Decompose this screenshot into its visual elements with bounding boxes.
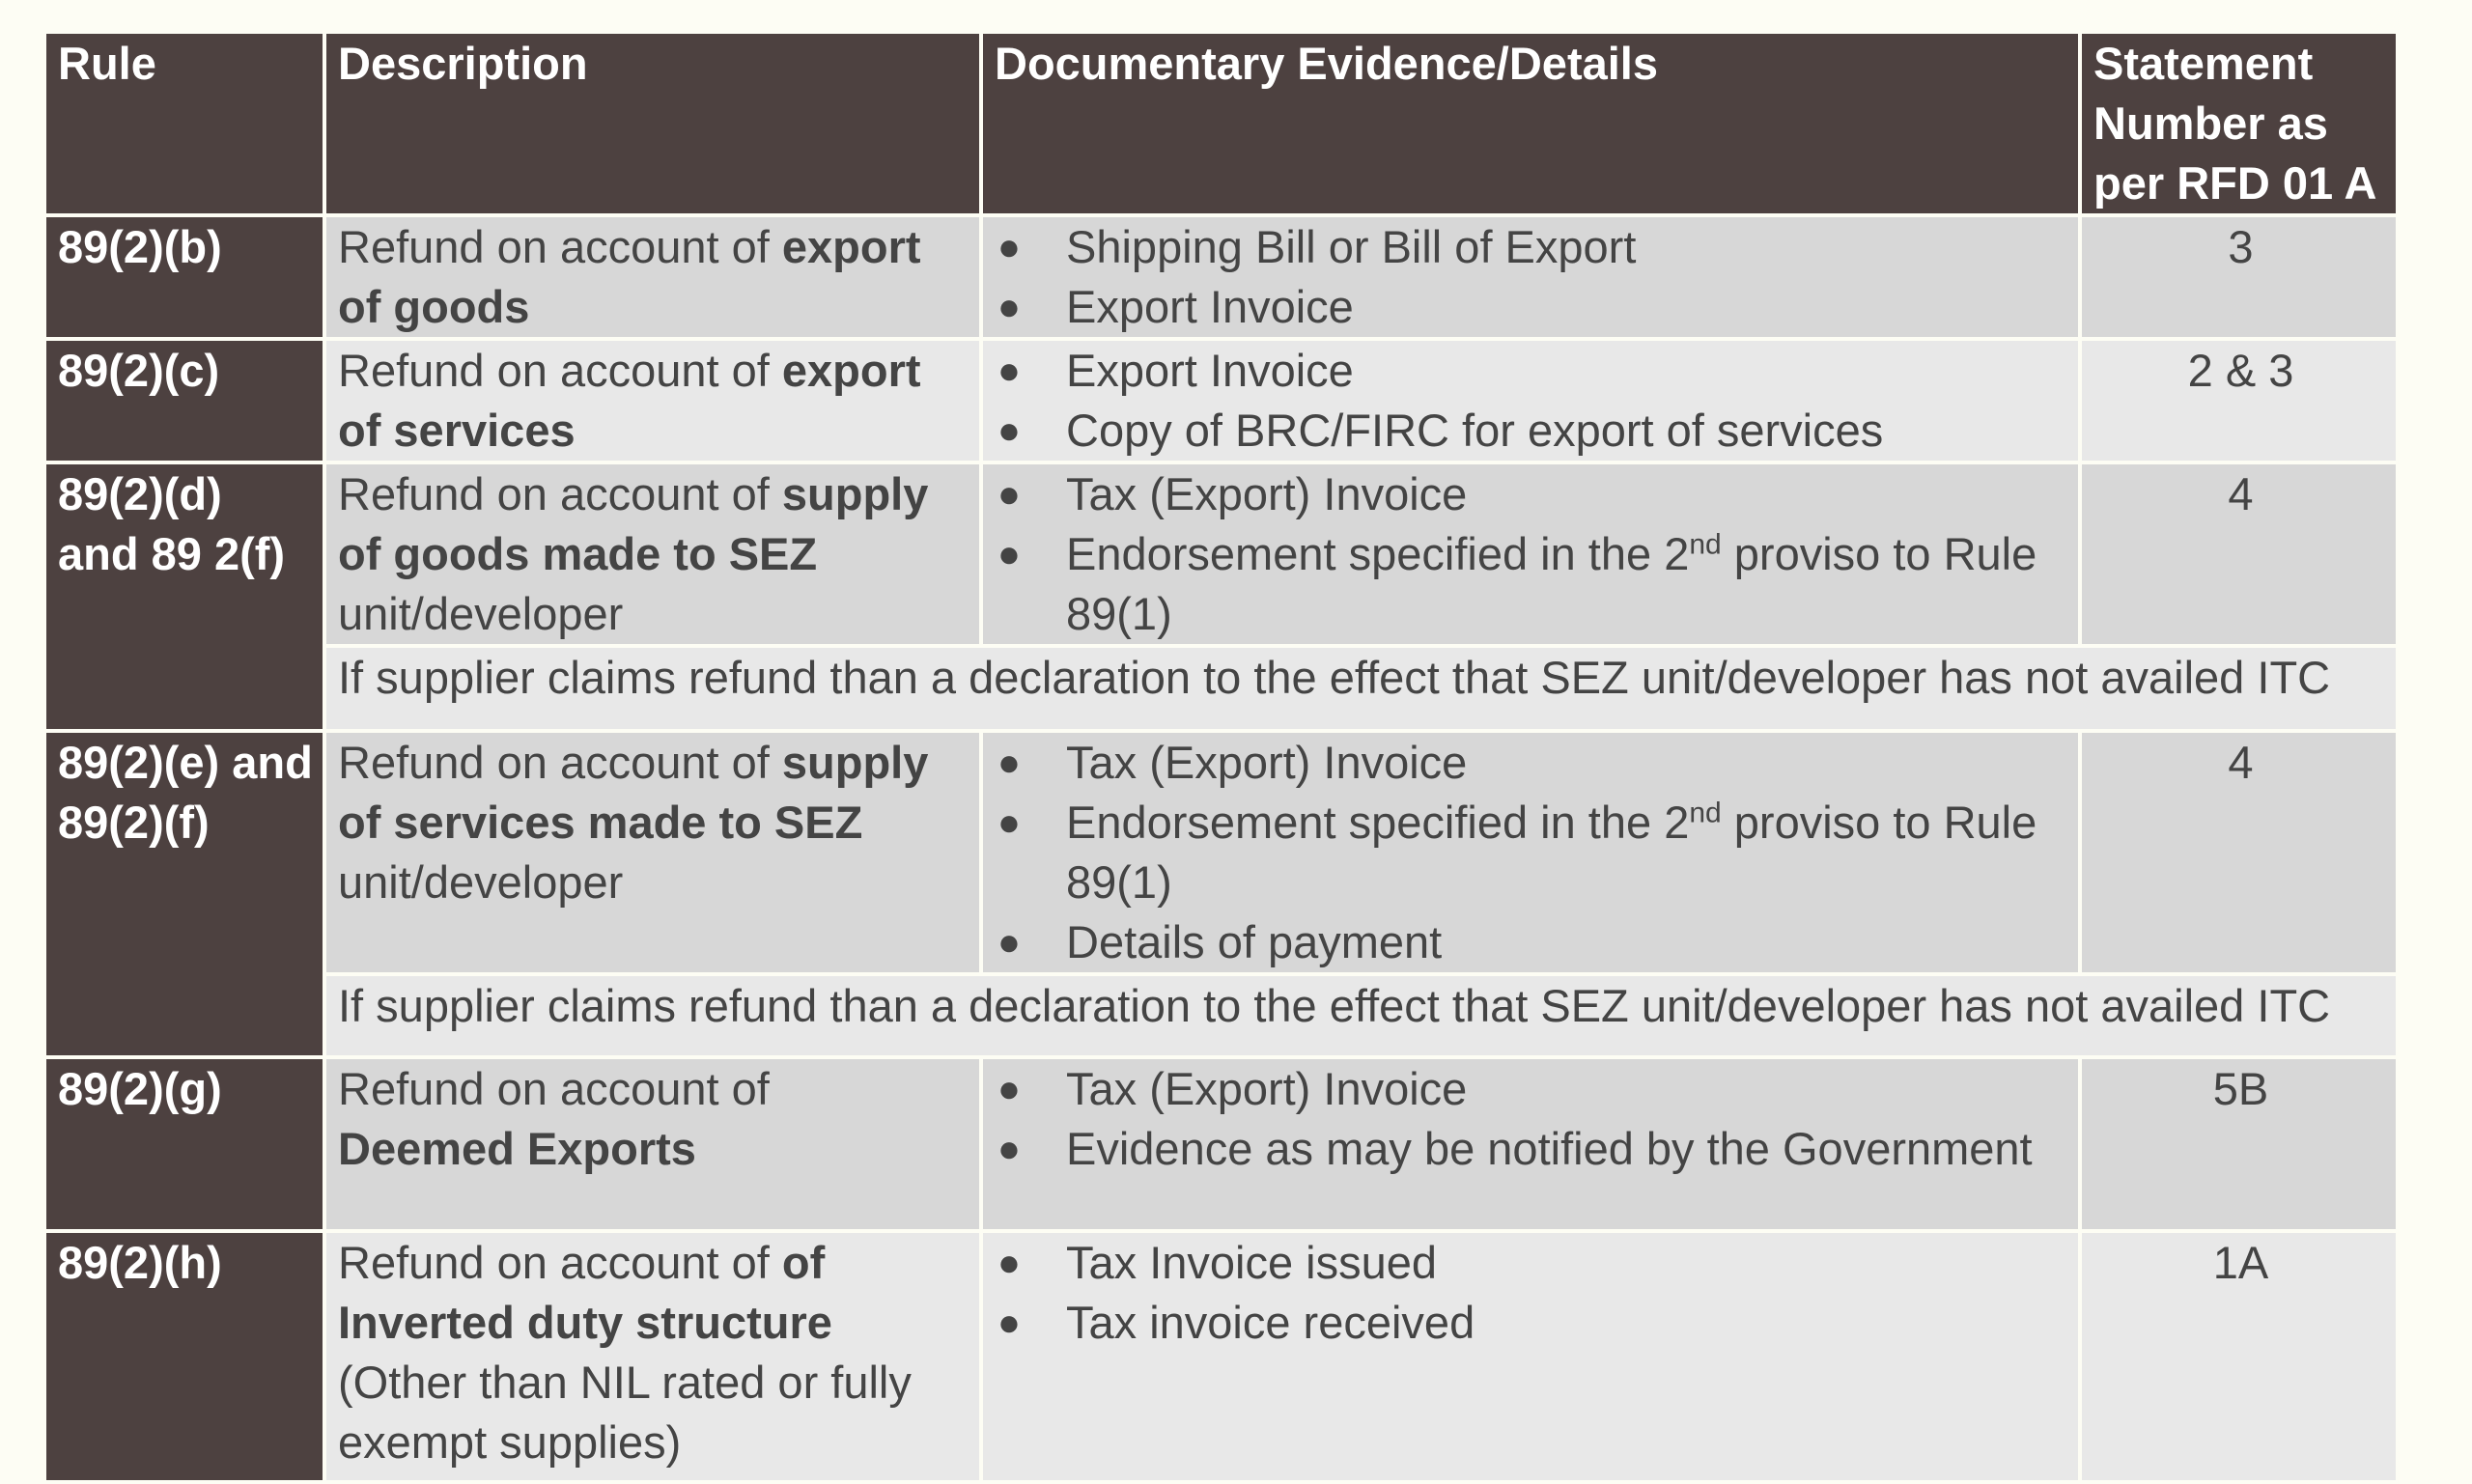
description-text: Refund on account of — [338, 1063, 770, 1114]
header-row — [44, 32, 2398, 215]
bullet-icon: ● — [997, 533, 1022, 575]
bullet-icon: ● — [997, 409, 1022, 452]
evidence-item: ● Shipping Bill or Bill of Export — [995, 217, 2070, 277]
evidence-list — [995, 217, 2070, 337]
bullet-icon: ● — [997, 801, 1022, 844]
table-row — [44, 1057, 2398, 1231]
description-cell — [324, 339, 981, 462]
statement-number-cell: 4 — [2080, 731, 2398, 974]
description-emphasis: supply of services made to SEZ — [338, 737, 929, 848]
rule-cell: 89(2)(c) — [44, 339, 324, 462]
bullet-icon: ● — [997, 473, 1022, 516]
evidence-cell — [981, 1057, 2080, 1231]
sez-declaration-note: If supplier claims refund than a declaration to the effect that SEZ unit/developer has not availed ITC — [324, 646, 2398, 731]
table-row — [44, 1231, 2398, 1482]
evidence-item: ● Export Invoice — [995, 277, 2070, 337]
table-row — [44, 731, 2398, 974]
evidence-list — [995, 341, 2070, 461]
header-statement-number: Statement Number as per RFD 01 A — [2080, 32, 2398, 215]
evidence-list — [995, 1233, 2070, 1353]
bullet-icon: ● — [997, 226, 1022, 268]
table-row — [44, 339, 2398, 462]
evidence-item: ● Copy of BRC/FIRC for export of services — [995, 401, 2070, 461]
evidence-cell — [981, 339, 2080, 462]
description-subtext: (Other than NIL rated or fully exempt supplies) — [338, 1357, 912, 1468]
description-subtext: unit/developer — [338, 588, 624, 639]
table-row — [44, 215, 2398, 339]
table-row-note — [44, 974, 2398, 1057]
evidence-item: ● Tax (Export) Invoice — [995, 1059, 2070, 1119]
bullet-icon: ● — [997, 1302, 1022, 1344]
evidence-item: ● Tax (Export) Invoice — [995, 464, 2070, 524]
bullet-icon: ● — [997, 350, 1022, 392]
description-subtext: unit/developer — [338, 856, 624, 908]
description-cell — [324, 731, 981, 974]
description-emphasis: Deemed Exports — [338, 1123, 696, 1174]
description-text: Refund on account of — [338, 345, 782, 396]
evidence-cell — [981, 462, 2080, 646]
rule-cell: 89(2)(d) and 89 2(f) — [44, 462, 324, 731]
evidence-list — [995, 464, 2070, 644]
description-cell — [324, 462, 981, 646]
header-description: Description — [324, 32, 981, 215]
table-row — [44, 462, 2398, 646]
evidence-cell — [981, 731, 2080, 974]
description-text: Refund on account of — [338, 468, 782, 519]
description-text: Refund on account of — [338, 1237, 782, 1288]
statement-number-cell: 3 — [2080, 215, 2398, 339]
header-evidence: Documentary Evidence/Details — [981, 32, 2080, 215]
rule-cell: 89(2)(e) and 89(2)(f) — [44, 731, 324, 1057]
description-text: Refund on account of — [338, 221, 782, 272]
evidence-item: ● Export Invoice — [995, 341, 2070, 401]
description-cell — [324, 215, 981, 339]
evidence-item: ● Details of payment — [995, 912, 2070, 972]
header-rule: Rule — [44, 32, 324, 215]
sez-declaration-note: If supplier claims refund than a declaration to the effect that SEZ unit/developer has not availed ITC — [324, 974, 2398, 1057]
bullet-icon: ● — [997, 286, 1022, 328]
evidence-item: ● Endorsement specified in the 2nd proviso to Rule 89(1) — [995, 524, 2070, 644]
description-emphasis: export of services — [338, 345, 921, 456]
evidence-list — [995, 733, 2070, 972]
rule-cell: 89(2)(h) — [44, 1231, 324, 1482]
evidence-item: ● Tax (Export) Invoice — [995, 733, 2070, 793]
rule-cell: 89(2)(g) — [44, 1057, 324, 1231]
bullet-icon: ● — [997, 921, 1022, 964]
rule-cell: 89(2)(b) — [44, 215, 324, 339]
evidence-cell — [981, 215, 2080, 339]
evidence-list — [995, 1059, 2070, 1179]
statement-number-cell: 4 — [2080, 462, 2398, 646]
evidence-item: ● Evidence as may be notified by the Government — [995, 1119, 2070, 1179]
statement-number-cell: 1A — [2080, 1231, 2398, 1482]
table-row-note — [44, 646, 2398, 731]
evidence-item: ● Tax invoice received — [995, 1293, 2070, 1353]
bullet-icon: ● — [997, 1068, 1022, 1110]
bullet-icon: ● — [997, 1242, 1022, 1284]
evidence-item: ● Endorsement specified in the 2nd proviso to Rule 89(1) — [995, 793, 2070, 912]
description-emphasis: export of goods — [338, 221, 921, 332]
refund-rules-table — [42, 30, 2400, 1484]
evidence-cell — [981, 1231, 2080, 1482]
statement-number-cell: 5B — [2080, 1057, 2398, 1231]
bullet-icon: ● — [997, 742, 1022, 784]
description-cell — [324, 1231, 981, 1482]
statement-number-cell: 2 & 3 — [2080, 339, 2398, 462]
description-emphasis: of Inverted duty structure — [338, 1237, 832, 1348]
description-text: Refund on account of — [338, 737, 782, 788]
bullet-icon: ● — [997, 1128, 1022, 1170]
description-cell — [324, 1057, 981, 1231]
evidence-item: ● Tax Invoice issued — [995, 1233, 2070, 1293]
description-emphasis: supply of goods made to SEZ — [338, 468, 929, 579]
